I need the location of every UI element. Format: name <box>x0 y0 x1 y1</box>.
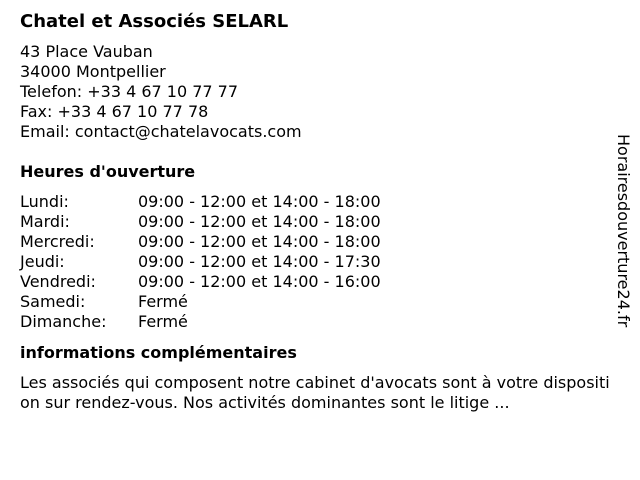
hours-row-sunday <box>20 312 610 332</box>
hours-row-friday <box>20 272 610 292</box>
hours-day-label: Samedi: <box>20 292 86 311</box>
additional-info-text: Les associés qui composent notre cabinet d'avocats sont à votre disposition sur rendez-vous. Nos activités dominantes sont le litige ... <box>20 373 610 412</box>
contact-block <box>20 42 610 142</box>
hours-time-value: 09:00 - 12:00 et 14:00 - 18:00 <box>138 232 381 251</box>
hours-day-label: Dimanche: <box>20 312 107 331</box>
address-city: 34000 Montpellier <box>20 62 166 81</box>
hours-time-value: 09:00 - 12:00 et 14:00 - 18:00 <box>138 212 381 231</box>
site-watermark: Horairesdouverture24.fr <box>614 134 633 328</box>
hours-day-label: Mercredi: <box>20 232 95 251</box>
hours-time-value: Fermé <box>138 312 188 331</box>
hours-day-label: Lundi: <box>20 192 69 211</box>
business-name: Chatel et Associés SELARL <box>20 11 289 32</box>
phone-number: Telefon: +33 4 67 10 77 77 <box>20 82 239 101</box>
email-address: Email: contact@chatelavocats.com <box>20 122 302 141</box>
hours-day-label: Mardi: <box>20 212 70 231</box>
hours-row-wednesday <box>20 232 610 252</box>
fax-number: Fax: +33 4 67 10 77 78 <box>20 102 209 121</box>
hours-day-label: Vendredi: <box>20 272 96 291</box>
additional-info-heading: informations complémentaires <box>20 343 297 362</box>
opening-hours-table <box>20 192 610 332</box>
hours-time-value: 09:00 - 12:00 et 14:00 - 17:30 <box>138 252 381 271</box>
address-street: 43 Place Vauban <box>20 42 153 61</box>
hours-row-monday <box>20 192 610 212</box>
hours-time-value: Fermé <box>138 292 188 311</box>
opening-hours-heading: Heures d'ouverture <box>20 162 196 181</box>
hours-row-thursday <box>20 252 610 272</box>
hours-row-saturday <box>20 292 610 312</box>
business-card <box>20 10 610 413</box>
hours-time-value: 09:00 - 12:00 et 14:00 - 18:00 <box>138 192 381 211</box>
hours-row-tuesday <box>20 212 610 232</box>
hours-day-label: Jeudi: <box>20 252 65 271</box>
hours-time-value: 09:00 - 12:00 et 14:00 - 16:00 <box>138 272 381 291</box>
